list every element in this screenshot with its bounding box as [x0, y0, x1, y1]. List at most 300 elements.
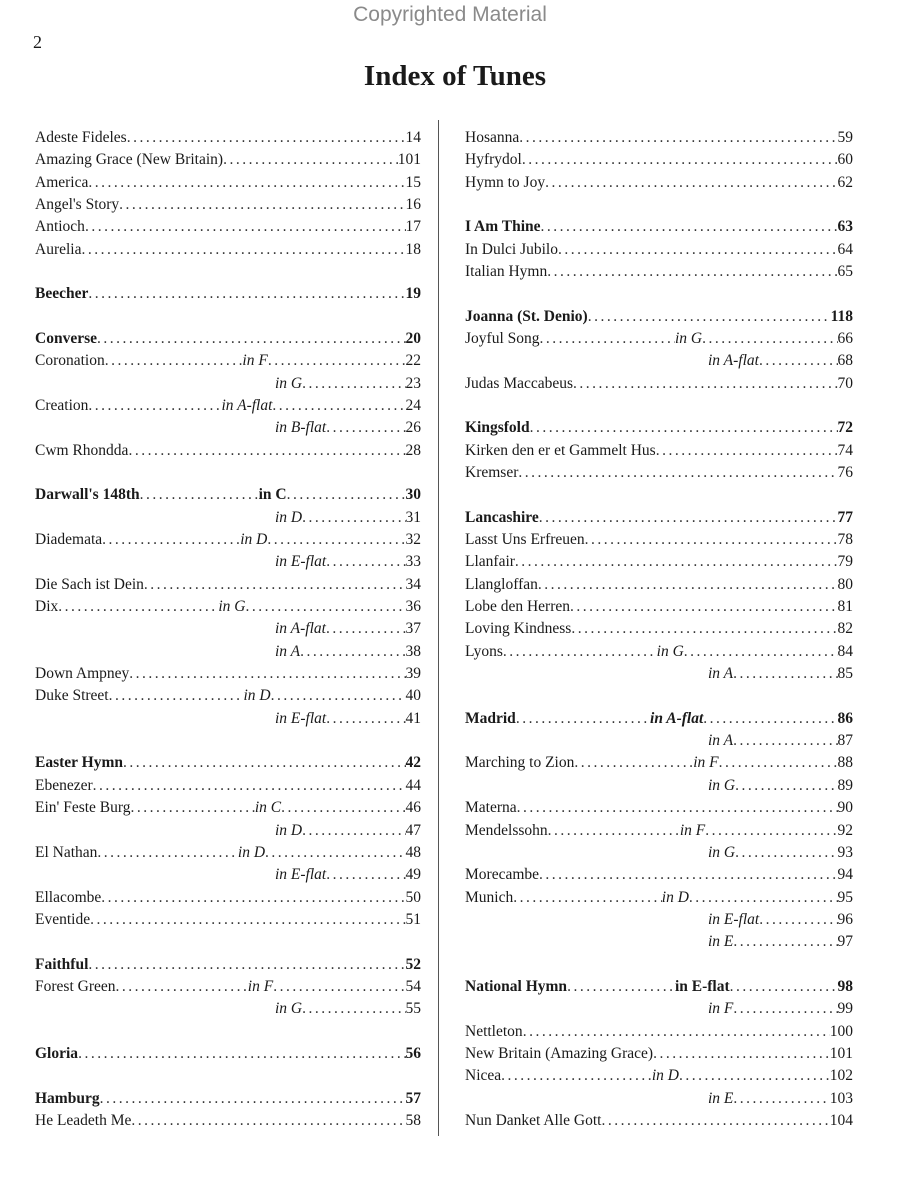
section-gap: [465, 279, 853, 301]
page-ref: 103: [829, 1089, 853, 1107]
leader-dots: [540, 331, 675, 347]
section-gap: [35, 1061, 421, 1083]
page-ref: 87: [837, 732, 853, 750]
page-ref: 30: [405, 486, 421, 504]
section-gap: [35, 1017, 421, 1039]
tune-name: Kremser: [465, 464, 519, 481]
leader-dots: [656, 443, 838, 459]
tune-name: Die Sach ist Dein: [35, 575, 144, 593]
tune-name: Darwall's 148th: [35, 486, 140, 504]
tune-name: Hymn to Joy: [465, 173, 546, 191]
tune-name: Loving Kindness: [465, 620, 572, 638]
index-entry: [35, 525, 421, 547]
index-entry: [465, 637, 853, 659]
index-entry: [465, 257, 853, 279]
leader-dots: [245, 599, 405, 615]
tune-name: Lancashire: [465, 508, 539, 526]
page-ref: 22: [405, 352, 421, 370]
leader-dots: [128, 443, 405, 459]
leader-dots: [326, 554, 405, 570]
page-ref: 55: [405, 1000, 421, 1018]
tune-key: in F: [242, 352, 268, 370]
page-ref: 50: [405, 888, 421, 906]
page-ref: 57: [405, 1089, 421, 1107]
page-ref: 90: [837, 799, 853, 817]
page-ref: 40: [405, 687, 421, 705]
tune-name: Dix: [35, 598, 59, 616]
index-entry: [465, 436, 853, 458]
tune-key: in D: [240, 531, 268, 549]
tune-key: in F: [247, 977, 274, 995]
page-ref: 51: [405, 910, 421, 928]
tune-name: Hyfrydol: [465, 151, 522, 169]
index-entry: [465, 168, 853, 190]
leader-dots: [97, 845, 237, 861]
index-entry: [465, 994, 853, 1016]
tune-key: in F: [693, 754, 719, 772]
leader-dots: [515, 554, 838, 570]
leader-dots: [501, 1068, 652, 1084]
index-entry: [35, 838, 421, 860]
page-ref: 37: [405, 620, 421, 638]
index-entry: [465, 793, 853, 815]
index-entry: [35, 972, 421, 994]
tune-name: Kirken den er et Gammelt Hus: [465, 441, 656, 459]
leader-dots: [300, 644, 405, 660]
page-ref: 79: [837, 553, 853, 571]
index-entry: [465, 212, 853, 234]
index-entry: [465, 860, 853, 882]
tune-name: Morecambe: [465, 866, 540, 884]
section-gap: [35, 257, 421, 279]
index-entry: [465, 369, 853, 391]
leader-dots: [539, 510, 838, 526]
page-ref: 101: [397, 151, 421, 169]
index-entry: [35, 436, 421, 458]
page-ref: 47: [405, 821, 421, 839]
index-entry: [35, 346, 421, 368]
leader-dots: [268, 353, 406, 369]
page-ref: 118: [830, 307, 853, 325]
index-entry: [465, 659, 853, 681]
tune-key: in G: [708, 776, 736, 794]
page-ref: 59: [837, 128, 853, 146]
leader-dots: [144, 577, 406, 593]
page-ref: 76: [837, 464, 853, 481]
leader-dots: [733, 934, 837, 950]
leader-dots: [733, 733, 837, 749]
tune-name: Antioch: [35, 218, 85, 236]
tune-name: Amazing Grace (New Britain): [35, 151, 224, 169]
leader-dots: [131, 800, 255, 816]
leader-dots: [735, 845, 837, 861]
tune-name: Forest Green: [35, 977, 116, 995]
tune-name: Nettleton: [465, 1022, 523, 1040]
tune-name: Lobe den Herren: [465, 598, 571, 616]
index-entry: [465, 838, 853, 860]
leader-dots: [588, 309, 831, 325]
tune-key: in E-flat: [674, 977, 730, 995]
page-ref: 32: [405, 531, 421, 549]
page-ref: 14: [405, 128, 421, 146]
tune-name: Judas Maccabeus: [465, 374, 574, 392]
leader-dots: [539, 867, 837, 883]
page-ref: 18: [405, 240, 421, 258]
leader-dots: [558, 242, 838, 258]
tune-name: Materna: [465, 799, 517, 817]
tune-name: Coronation: [35, 352, 105, 370]
leader-dots: [541, 219, 838, 235]
index-entry: [465, 905, 853, 927]
leader-dots: [326, 867, 405, 883]
tune-name: Nicea: [465, 1067, 502, 1085]
page-ref: 94: [837, 866, 853, 884]
page-ref: 42: [405, 754, 421, 772]
index-entry: [35, 994, 421, 1016]
tune-name: In Dulci Jubilo: [465, 240, 558, 258]
page-ref: 77: [837, 508, 853, 526]
tune-name: New Britain (Amazing Grace): [465, 1044, 654, 1062]
tune-name: Ebenezer: [35, 776, 93, 794]
leader-dots: [100, 1091, 406, 1107]
leader-dots: [88, 398, 221, 414]
tune-name: Joyful Song: [465, 329, 540, 347]
index-entry: [465, 1084, 853, 1106]
leader-dots: [574, 755, 693, 771]
tune-key: in A-flat: [275, 620, 326, 638]
leader-dots: [326, 420, 405, 436]
index-entry: [465, 503, 853, 525]
index-entry: [35, 190, 421, 212]
tune-key: in D: [661, 888, 689, 906]
leader-dots: [105, 353, 243, 369]
leader-dots: [530, 420, 838, 436]
page-ref: 84: [837, 642, 853, 660]
leader-dots: [573, 376, 837, 392]
page-ref: 92: [837, 821, 853, 839]
index-entry: [465, 458, 853, 480]
tune-name: Hamburg: [35, 1089, 100, 1107]
index-entry: [465, 1039, 853, 1061]
section-gap: [35, 927, 421, 949]
tune-key: in A-flat: [708, 352, 759, 370]
page-title: Index of Tunes: [363, 60, 547, 92]
leader-dots: [503, 644, 657, 660]
tune-name: Italian Hymn: [465, 262, 548, 280]
tune-name: Eventide: [35, 910, 91, 928]
index-entry: [35, 168, 421, 190]
tune-key: in A: [708, 665, 734, 683]
leader-dots: [102, 532, 240, 548]
page-ref: 16: [405, 195, 421, 213]
index-entry: [465, 548, 853, 570]
index-entry: [35, 235, 421, 257]
tune-key: in E-flat: [275, 709, 327, 727]
tune-key: in D: [243, 687, 271, 705]
leader-dots: [273, 979, 405, 995]
page-ref: 93: [837, 843, 853, 861]
leader-dots: [703, 711, 837, 727]
index-entry: [35, 637, 421, 659]
section-gap: [465, 950, 853, 972]
tune-name: Ein' Feste Burg: [35, 799, 131, 817]
leader-dots: [101, 890, 405, 906]
leader-dots: [265, 845, 405, 861]
page-ref: 39: [405, 665, 421, 683]
page-ref: 58: [405, 1111, 421, 1129]
leader-dots: [88, 175, 405, 191]
index-entry: [35, 413, 421, 435]
leader-dots: [567, 979, 675, 995]
page-ref: 31: [405, 508, 421, 526]
tune-name: Hosanna: [465, 128, 520, 146]
page-ref: 63: [837, 218, 853, 236]
page-ref: 100: [829, 1022, 853, 1040]
index-entry: [35, 883, 421, 905]
page-ref: 70: [837, 374, 853, 392]
index-entry: [35, 279, 421, 301]
tune-name: Down Ampney: [35, 665, 130, 683]
leader-dots: [570, 599, 837, 615]
leader-dots: [302, 823, 405, 839]
tune-name: Ellacombe: [35, 888, 102, 906]
tune-key: in G: [708, 843, 736, 861]
page-ref: 33: [405, 553, 421, 571]
page-ref: 85: [837, 665, 853, 683]
page-ref: 28: [405, 441, 421, 459]
index-entry: [35, 704, 421, 726]
leader-dots: [281, 800, 405, 816]
leader-dots: [302, 1001, 405, 1017]
index-entry: [35, 123, 421, 145]
leader-dots: [326, 711, 405, 727]
page-ref: 52: [405, 955, 421, 973]
index-entry: [465, 302, 853, 324]
tune-name: Diademata: [35, 531, 103, 549]
tune-key: in D: [275, 508, 303, 526]
leader-dots: [513, 890, 662, 906]
index-entry: [465, 816, 853, 838]
page-ref: 95: [837, 888, 853, 906]
leader-dots: [78, 1046, 405, 1062]
page-ref: 89: [837, 776, 853, 794]
tune-key: in C: [258, 486, 287, 504]
leader-dots: [88, 286, 405, 302]
tune-name: Angel's Story: [35, 195, 120, 213]
page-ref: 44: [405, 776, 421, 794]
leader-dots: [653, 1046, 830, 1062]
index-entry: [465, 972, 853, 994]
leader-dots: [735, 778, 837, 794]
page-ref: 19: [405, 285, 421, 303]
leader-dots: [719, 755, 838, 771]
leader-dots: [538, 577, 838, 593]
leader-dots: [547, 264, 837, 280]
leader-dots: [129, 666, 405, 682]
index-entry: [465, 704, 853, 726]
tune-name: Nun Danket Alle Gott: [465, 1111, 602, 1129]
tune-name: Aurelia: [35, 240, 82, 258]
index-entry: [465, 413, 853, 435]
index-entry: [465, 883, 853, 905]
index-entry: [35, 749, 421, 771]
section-gap: [465, 481, 853, 503]
leader-dots: [545, 175, 837, 191]
page-ref: 38: [405, 642, 421, 660]
tune-name: Lyons: [465, 642, 503, 660]
leader-dots: [272, 398, 405, 414]
index-entry: [35, 1039, 421, 1061]
index-entry: [465, 525, 853, 547]
leader-dots: [223, 152, 398, 168]
tune-key: in D: [275, 821, 303, 839]
tune-name: I Am Thine: [465, 218, 541, 236]
tune-name: America: [35, 173, 89, 191]
page-ref: 34: [405, 575, 421, 593]
page-ref: 20: [405, 329, 421, 347]
page-ref: 24: [405, 396, 421, 414]
index-entry: [35, 659, 421, 681]
section-gap: [35, 302, 421, 324]
section-gap: [465, 682, 853, 704]
section-gap: [465, 391, 853, 413]
tune-name: El Nathan: [35, 843, 98, 861]
leader-dots: [287, 487, 406, 503]
leader-dots: [116, 979, 248, 995]
leader-dots: [119, 197, 405, 213]
tune-name: Lasst Uns Erfreuen: [465, 531, 585, 549]
leader-dots: [517, 800, 838, 816]
page-ref: 60: [837, 151, 853, 169]
tune-key: in A: [708, 732, 734, 750]
index-entry: [465, 145, 853, 167]
index-entry: [35, 570, 421, 592]
tune-key: in E-flat: [275, 866, 327, 884]
tune-key: in E-flat: [708, 910, 760, 928]
index-entry: [35, 503, 421, 525]
leader-dots: [759, 353, 838, 369]
leader-dots: [267, 532, 405, 548]
page-ref: 74: [837, 441, 853, 459]
index-left-column: [35, 123, 421, 1128]
page-ref: 99: [837, 1000, 853, 1018]
tune-key: in E: [708, 933, 734, 951]
page-ref: 72: [837, 419, 853, 437]
leader-dots: [705, 823, 837, 839]
index-entry: [35, 391, 421, 413]
leader-dots: [759, 912, 837, 928]
tune-name: Duke Street: [35, 687, 109, 705]
index-entry: [35, 369, 421, 391]
index-entry: [35, 905, 421, 927]
index-entry: [35, 548, 421, 570]
tune-key: in B-flat: [275, 419, 327, 437]
section-gap: [35, 726, 421, 748]
tune-name: Munich: [465, 888, 514, 906]
index-entry: [35, 1106, 421, 1128]
page-ref: 78: [837, 531, 853, 549]
index-right-column: [465, 123, 853, 1128]
tune-name: He Leadeth Me: [35, 1111, 132, 1129]
leader-dots: [140, 487, 259, 503]
index-entry: [35, 1084, 421, 1106]
leader-dots: [730, 979, 838, 995]
page-ref: 62: [837, 173, 853, 191]
leader-dots: [733, 666, 837, 682]
page-ref: 80: [837, 575, 853, 593]
leader-dots: [702, 331, 837, 347]
page-ref: 65: [837, 262, 853, 280]
tune-name: Adeste Fideles: [35, 128, 127, 146]
leader-dots: [689, 890, 838, 906]
index-entry: [465, 726, 853, 748]
leader-dots: [519, 130, 837, 146]
page-ref: 15: [405, 173, 421, 191]
tune-key: in F: [708, 1000, 734, 1018]
leader-dots: [733, 1091, 829, 1107]
index-entry: [35, 682, 421, 704]
index-entry: [465, 592, 853, 614]
tune-key: in A-flat: [221, 396, 273, 414]
tune-key: in E-flat: [275, 553, 327, 571]
index-entry: [35, 950, 421, 972]
section-gap: [35, 458, 421, 480]
tune-key: in D: [237, 843, 266, 861]
page-ref: 48: [405, 843, 421, 861]
tune-name: Llanfair: [465, 553, 515, 571]
section-gap: [465, 190, 853, 212]
page-ref: 98: [837, 977, 853, 995]
tune-name: Creation: [35, 396, 89, 414]
page-ref: 49: [405, 866, 421, 884]
leader-dots: [97, 331, 406, 347]
leader-dots: [601, 1113, 829, 1129]
leader-dots: [516, 711, 650, 727]
page-ref: 68: [837, 352, 853, 370]
page-ref: 56: [405, 1044, 421, 1062]
tune-key: in F: [679, 821, 706, 839]
leader-dots: [733, 1001, 837, 1017]
tune-key: in G: [275, 374, 303, 392]
index-entry: [465, 570, 853, 592]
tune-name: Marching to Zion: [465, 754, 575, 772]
tune-name: Kingsfold: [465, 419, 530, 437]
leader-dots: [123, 755, 406, 771]
index-entry: [465, 615, 853, 637]
leader-dots: [302, 510, 405, 526]
page-ref: 23: [405, 374, 421, 392]
page-ref: 81: [837, 598, 853, 616]
tune-name: Madrid: [465, 709, 516, 727]
leader-dots: [522, 152, 838, 168]
column-divider: [438, 120, 439, 1136]
index-entry: [465, 1061, 853, 1083]
page-ref: 104: [829, 1111, 853, 1129]
leader-dots: [90, 912, 405, 928]
index-entry: [465, 1017, 853, 1039]
tune-key: in C: [254, 799, 282, 817]
tune-name: Mendelssohn: [465, 821, 548, 839]
tune-name: Gloria: [35, 1044, 79, 1062]
page-ref: 97: [837, 933, 853, 951]
leader-dots: [88, 957, 405, 973]
page-ref: 82: [837, 620, 853, 638]
tune-key: in G: [674, 329, 703, 347]
index-entry: [35, 324, 421, 346]
tune-name: Converse: [35, 329, 97, 347]
page-ref: 96: [837, 910, 853, 928]
tune-key: in A-flat: [650, 709, 704, 727]
